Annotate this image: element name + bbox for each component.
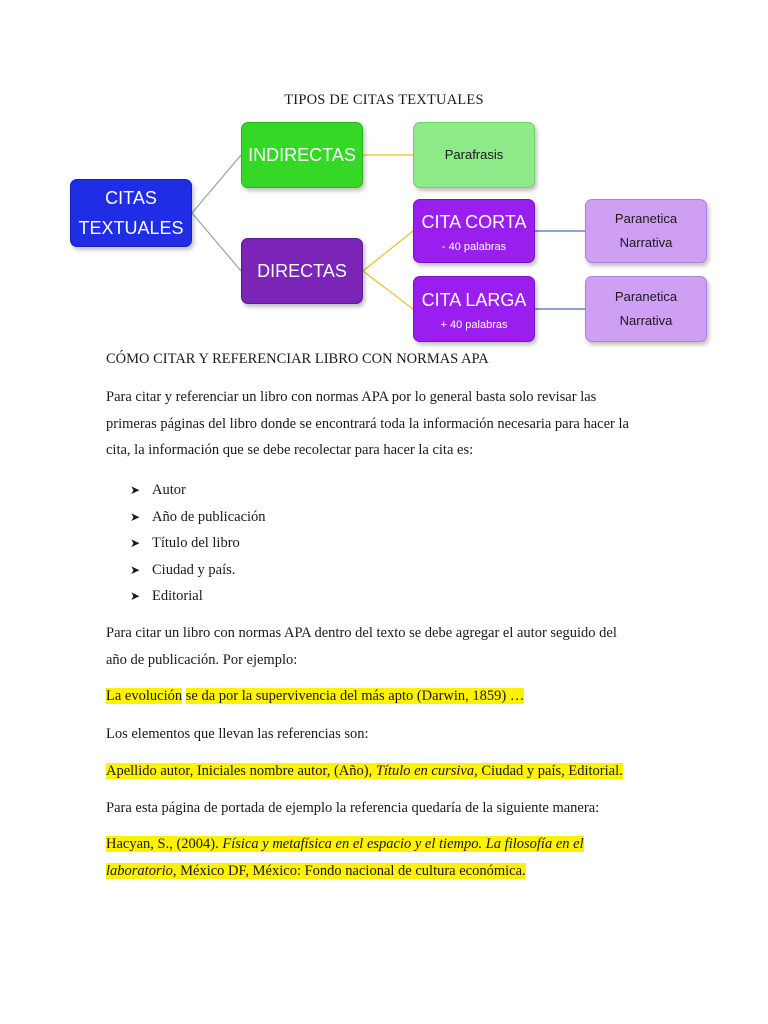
- reference-author: Hacyan, S., (2004).: [106, 836, 223, 852]
- node-paranetica-1-line1: Paranetica: [614, 211, 678, 226]
- list-item-text: Editorial: [152, 588, 203, 605]
- node-cita-larga-note: + 40 palabras: [440, 319, 508, 331]
- list-item-text: Año de publicación: [152, 508, 266, 525]
- arrow-bullet-icon: ➤: [130, 536, 141, 551]
- portada-intro: Para esta página de portada de ejemplo la referencia quedaría de la siguiente manera:: [106, 800, 600, 816]
- reference-format-text: [106, 763, 623, 779]
- reference-title-part1: Física y metafísica en el espacio y el tiempo. La filosofía en el: [222, 836, 584, 852]
- list-item: [130, 530, 266, 557]
- reference-example-highlight: [106, 863, 526, 879]
- reference-publisher: , México DF, México: Fondo nacional de cultura económica.: [172, 862, 526, 879]
- node-parafrasis: [413, 122, 535, 188]
- reference-format-before: Apellido autor, Iniciales nombre autor, (Año),: [106, 763, 376, 779]
- node-root-line2: TEXTUALES: [78, 218, 184, 238]
- page-title: TIPOS DE CITAS TEXTUALES: [284, 92, 484, 108]
- intext-paragraph: [106, 620, 666, 673]
- intro-paragraph: [106, 384, 666, 464]
- node-directas: [241, 238, 363, 304]
- node-paranetica-larga: [585, 276, 707, 342]
- connector-directas-larga: [363, 271, 413, 309]
- intext-line: Para citar un libro con normas APA dentro del texto se debe agregar el autor seguido del: [106, 625, 617, 641]
- node-parafrasis-label: Parafrasis: [444, 147, 504, 162]
- arrow-bullet-icon: ➤: [130, 509, 141, 524]
- node-root-line1: CITAS: [105, 188, 157, 208]
- node-paranetica-2-line1: Paranetica: [614, 289, 678, 304]
- node-citas-textuales: [70, 179, 192, 247]
- reference-example-highlight: [106, 836, 584, 852]
- connector-directas-corta: [363, 231, 413, 271]
- list-item-text: Título del libro: [152, 535, 240, 552]
- reference-example: [106, 831, 666, 884]
- example-highlight-1: La evolución: [106, 688, 183, 704]
- list-item: [130, 557, 266, 584]
- intro-line: Para citar y referenciar un libro con normas APA por lo general basta solo revisar las: [106, 389, 597, 405]
- section-heading: CÓMO CITAR Y REFERENCIAR LIBRO CON NORMAS APA: [106, 351, 489, 367]
- list-item: [130, 504, 266, 531]
- reference-format-italic: Título en cursiva: [375, 763, 475, 779]
- reference-example-line1: [106, 831, 666, 858]
- intext-example: [106, 683, 666, 710]
- node-indirectas-label: INDIRECTAS: [248, 145, 356, 165]
- list-item-text: Ciudad y país.: [152, 561, 236, 578]
- arrow-bullet-icon: ➤: [130, 589, 141, 604]
- arrow-bullet-icon: ➤: [130, 483, 141, 497]
- reference-title-part2: laboratorio: [106, 862, 173, 879]
- node-cita-corta: [413, 199, 535, 263]
- required-info-list: [130, 477, 266, 610]
- node-cita-larga-label: CITA LARGA: [421, 290, 527, 310]
- reference-format-after: , Ciudad y país, Editorial.: [474, 763, 623, 779]
- connector-root-directas: [192, 213, 241, 271]
- list-item: [130, 583, 266, 610]
- node-directas-label: DIRECTAS: [257, 261, 347, 281]
- node-paranetica-corta: [585, 199, 707, 263]
- node-cita-corta-note: - 40 palabras: [441, 241, 507, 253]
- list-item: [130, 477, 266, 504]
- node-paranetica-1-line2: Narrativa: [619, 235, 673, 250]
- node-cita-corta-label: CITA CORTA: [421, 212, 527, 232]
- connector-root-indirectas: [192, 155, 241, 213]
- node-indirectas: [241, 122, 363, 188]
- node-paranetica-2-line2: Narrativa: [619, 313, 673, 328]
- node-cita-larga: [413, 276, 535, 342]
- elements-intro: Los elementos que llevan las referencias son:: [106, 726, 369, 742]
- list-item-text: Autor: [152, 482, 186, 498]
- arrow-bullet-icon: ➤: [130, 562, 141, 577]
- intro-line: primeras páginas del libro donde se encontrará toda la información necesaria para hacer la: [106, 415, 629, 432]
- reference-format: [106, 758, 666, 785]
- reference-example-line2: [106, 858, 666, 885]
- example-highlight-2: se da por la supervivencia del más apto (Darwin, 1859) …: [185, 688, 525, 704]
- intro-line: cita, la información que se debe recolectar para hacer la cita es:: [106, 442, 474, 458]
- intext-line: año de publicación. Por ejemplo:: [106, 651, 298, 668]
